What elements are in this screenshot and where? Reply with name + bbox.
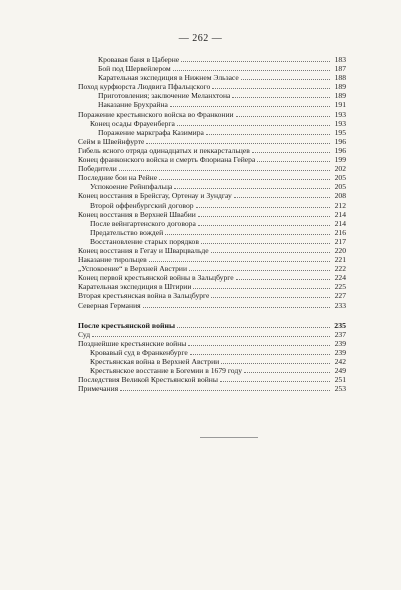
toc-entry-title: Бой под Шервейлером: [98, 64, 171, 74]
toc-entry: [78, 137, 346, 146]
toc-entry-page: 189: [334, 91, 346, 101]
toc-entry-page: 225: [334, 282, 346, 292]
toc-entry-page: 224: [334, 273, 346, 283]
toc-entry-page: 193: [334, 118, 346, 128]
leader-dots: [120, 390, 330, 391]
toc-entry-title: Конец восстания в Гегау и Шварцвальде: [78, 245, 209, 255]
toc-entry-page: 208: [334, 191, 346, 201]
toc-entry-page: 221: [334, 255, 346, 265]
toc-entry: [78, 228, 346, 237]
toc-entry: [78, 64, 346, 73]
toc-entry-title: Наказание Брухрайна: [98, 100, 168, 110]
leader-dots: [236, 279, 330, 280]
toc-entry-title: Позднейшие крестьянские войны: [78, 338, 187, 348]
leader-dots: [193, 288, 330, 289]
toc-entry-title: Кровавый суд в Франкенбурге: [90, 347, 188, 357]
toc-entry-title: Предательство вождей: [90, 227, 164, 237]
toc-entry-page: 220: [334, 245, 346, 255]
leader-dots: [198, 216, 330, 217]
toc-entry-title: Победители: [78, 164, 117, 174]
page-number: — 262 —: [178, 33, 223, 44]
leader-dots: [211, 297, 330, 298]
toc-entry-page: 183: [334, 55, 346, 64]
leader-dots: [234, 197, 330, 198]
toc-entry: [78, 128, 346, 137]
toc-entry: [78, 173, 346, 182]
leader-dots: [236, 116, 330, 117]
leader-dots: [119, 170, 330, 171]
leader-dots: [177, 327, 330, 328]
leader-dots: [174, 188, 330, 189]
toc-entry-title: Карательная экспедиция в Штирии: [78, 282, 192, 292]
toc-entry-title: Успокоение Рейнпфальца: [90, 182, 173, 192]
toc-entry-title: Конец восстания в Брейсгау, Ортенау и Зундгау: [78, 191, 232, 201]
toc-entry: [78, 237, 346, 246]
toc-entry-page: 188: [334, 73, 346, 83]
toc-entry: [78, 119, 346, 128]
toc-entry: [78, 164, 346, 173]
toc-entry-page: 249: [334, 366, 346, 376]
leader-dots: [257, 161, 330, 162]
toc-entry: [78, 255, 346, 264]
toc-entry-page: 212: [334, 200, 346, 210]
toc-entry-title: Последствия Великой Крестьянской войны: [78, 375, 218, 385]
section-spacer: [78, 310, 346, 321]
toc-entry-page: 196: [334, 145, 346, 155]
toc-entry-page: 242: [334, 357, 346, 366]
toc-entry-title: Поход курфюрста Людвига Пфальцского: [78, 82, 211, 92]
toc-entry-title: Конец первой крестьянской войны в Зальцбурге: [78, 273, 234, 283]
leader-dots: [232, 97, 330, 98]
leader-dots: [143, 307, 330, 308]
toc-entry: [78, 357, 346, 366]
toc-entry-page: 237: [334, 329, 346, 339]
toc-entry-title: Крестьянская война в Верхней Австрии: [90, 357, 220, 366]
toc-entry-title: Вторая крестьянская война в Зальцбурге: [78, 291, 210, 301]
toc-entry-page: 199: [334, 155, 346, 165]
toc-entry: [78, 155, 346, 164]
toc-entry: [78, 82, 346, 91]
toc-entry: [78, 384, 346, 393]
toc-section-heading: [78, 321, 346, 330]
toc-entry-title: Сейм в Швейнфурте: [78, 136, 145, 146]
toc-entry: [78, 273, 346, 282]
toc-entry-title: Поражение маркграфа Казимира: [98, 127, 204, 137]
toc-entry-title: Северная Германия: [78, 300, 141, 310]
toc-entry: [78, 264, 346, 273]
leader-dots: [206, 134, 330, 135]
leader-dots: [92, 336, 330, 337]
toc-entry-title: После вейнгартенского договора: [90, 218, 196, 228]
toc-entry: [78, 282, 346, 291]
toc-entry-title: Гибель ясного отряда одинадцатых и пеккарстальцев: [78, 145, 250, 155]
toc-entry-page: 253: [334, 384, 346, 394]
toc-entry-title: Последние бои на Рейне: [78, 173, 158, 183]
leader-dots: [159, 179, 330, 180]
toc-entry-page: 193: [334, 109, 346, 119]
toc-entry-page: 214: [334, 209, 346, 219]
toc-entry-page: 189: [334, 82, 346, 92]
toc-entry-page: 227: [334, 291, 346, 301]
toc-entry: [78, 210, 346, 219]
toc-entry: [78, 348, 346, 357]
leader-dots: [173, 70, 330, 71]
toc-entry: [78, 301, 346, 310]
leader-dots: [165, 234, 330, 235]
toc-entry-title: „Успокоение“ в Верхней Австрии: [78, 264, 188, 274]
leader-dots: [241, 79, 330, 80]
toc-entry-title: Карательная экспедиция в Нижнем Эльзасе: [98, 73, 239, 83]
toc-entry: [78, 73, 346, 82]
toc-entry-page: 216: [334, 227, 346, 237]
toc-entry-title: Суд: [78, 329, 91, 339]
leader-dots: [189, 270, 330, 271]
toc-entry-title: Примечания: [78, 384, 119, 394]
toc-entry: [78, 191, 346, 200]
toc-entry-page: 202: [334, 164, 346, 174]
footer-divider: [200, 437, 258, 438]
leader-dots: [201, 243, 330, 244]
toc-entry-title: Приготовления; заключение Меланхтона: [98, 91, 231, 101]
toc-entry: [78, 330, 346, 339]
section-title: После крестьянской войны: [78, 320, 176, 330]
section-page: 235: [334, 320, 346, 330]
toc-entry: [78, 291, 346, 300]
table-of-contents: [78, 55, 346, 393]
leader-dots: [146, 143, 330, 144]
leader-dots: [188, 345, 330, 346]
toc-main-list: [78, 55, 346, 310]
toc-section-list: [78, 330, 346, 394]
toc-entry-title: Кровавая баня в Цаберне: [98, 55, 180, 64]
toc-entry-page: 239: [334, 338, 346, 348]
toc-entry: [78, 246, 346, 255]
leader-dots: [190, 354, 330, 355]
toc-entry-page: 222: [334, 264, 346, 274]
leader-dots: [198, 225, 330, 226]
toc-entry-title: Конец осады Фрауенберга: [90, 118, 175, 128]
toc-entry-page: 205: [334, 173, 346, 183]
toc-entry-page: 217: [334, 236, 346, 246]
leader-dots: [212, 88, 330, 89]
leader-dots: [177, 125, 330, 126]
toc-entry-page: 196: [334, 136, 346, 146]
leader-dots: [221, 363, 330, 364]
toc-entry: [78, 110, 346, 119]
toc-entry-page: 187: [334, 64, 346, 74]
toc-entry: [78, 182, 346, 191]
toc-entry: [78, 366, 346, 375]
leader-dots: [170, 106, 330, 107]
toc-entry-title: Второй оффенбургский договор: [90, 200, 194, 210]
leader-dots: [181, 61, 330, 62]
toc-entry: [78, 219, 346, 228]
toc-entry-title: Восстановление старых порядков: [90, 236, 199, 246]
toc-entry-page: 233: [334, 300, 346, 310]
toc-entry: [78, 100, 346, 109]
toc-entry: [78, 55, 346, 64]
toc-entry: [78, 339, 346, 348]
toc-entry-page: 214: [334, 218, 346, 228]
toc-entry-page: 191: [334, 100, 346, 110]
toc-entry-title: Крестьянское восстание в Богемии в 1679 году: [90, 366, 242, 376]
leader-dots: [211, 252, 330, 253]
toc-entry-page: 239: [334, 347, 346, 357]
toc-entry-page: 251: [334, 375, 346, 385]
toc-entry-title: Поражение крестьянского войска во Франконии: [78, 109, 234, 119]
toc-entry: [78, 91, 346, 100]
leader-dots: [220, 381, 330, 382]
toc-entry-page: 195: [334, 127, 346, 137]
toc-entry-title: Конец франконского войска и смерть Флориана Гейера: [78, 155, 256, 165]
leader-dots: [149, 261, 330, 262]
toc-entry-title: Конец восстания в Верхней Швабии: [78, 209, 196, 219]
toc-entry: [78, 146, 346, 155]
leader-dots: [196, 207, 330, 208]
toc-entry: [78, 201, 346, 210]
leader-dots: [252, 152, 330, 153]
toc-entry: [78, 375, 346, 384]
toc-entry-page: 205: [334, 182, 346, 192]
leader-dots: [244, 372, 330, 373]
toc-entry-title: Наказание тирольцев: [78, 255, 147, 265]
